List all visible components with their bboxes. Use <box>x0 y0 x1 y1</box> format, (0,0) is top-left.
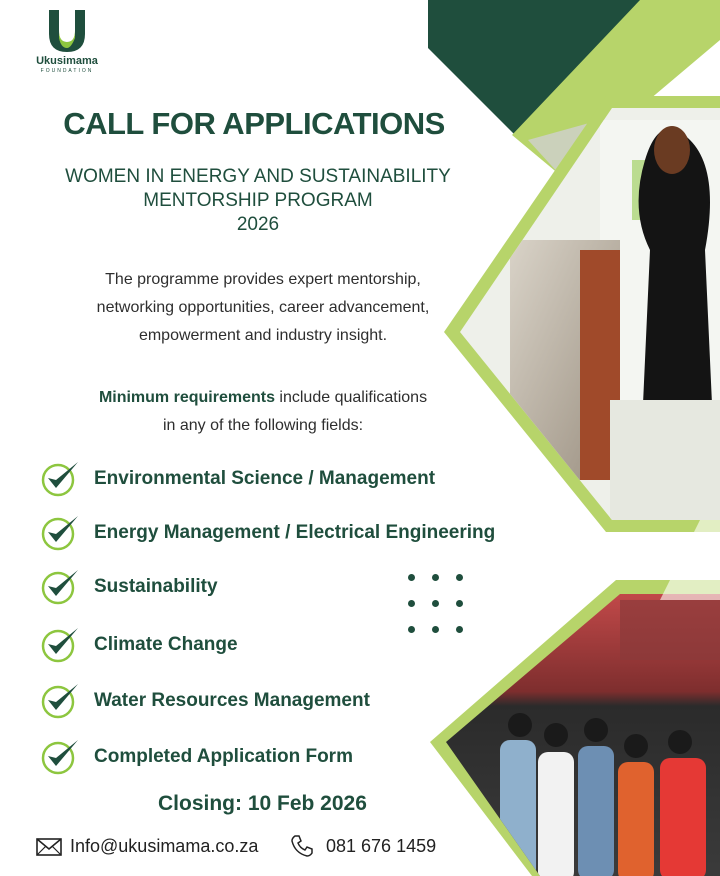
checkmark-icon <box>40 458 82 498</box>
requirements-text <box>0 384 526 440</box>
checkmark-icon <box>40 736 82 776</box>
phone-icon <box>290 834 314 858</box>
field-label: Sustainability <box>94 576 218 597</box>
checkmark-icon <box>40 566 82 606</box>
phone-contact[interactable] <box>290 836 436 857</box>
subtitle-year: 2026 <box>236 214 280 235</box>
subtitle-line-1: WOMEN IN ENERGY AND SUSTAINABILITY <box>65 166 451 187</box>
intro-line-2: networking opportunities, career advancement, <box>96 299 430 316</box>
field-label: Completed Application Form <box>94 746 353 767</box>
closing-date: Closing: 10 Feb 2026 <box>158 792 367 815</box>
ukusimama-logo <box>30 8 104 74</box>
photo-group-of-women <box>440 590 720 876</box>
intro-line-1: The programme provides expert mentorship, <box>105 271 421 288</box>
field-label: Environmental Science / Management <box>94 468 436 489</box>
logo-u-icon <box>45 8 89 54</box>
envelope-icon <box>36 837 62 857</box>
field-label: Water Resources Management <box>94 690 370 711</box>
checkmark-icon <box>40 680 82 720</box>
dot-grid-decoration <box>404 570 474 640</box>
phone-text[interactable]: 081 676 1459 <box>326 836 437 856</box>
email-contact[interactable] <box>36 836 258 857</box>
requirements-line-1-rest: include qualifications <box>274 389 428 406</box>
requirements-line-1 <box>0 384 526 412</box>
email-text[interactable]: Info@ukusimama.co.za <box>70 836 259 856</box>
checkmark-icon <box>40 512 82 552</box>
requirements-bold: Minimum requirements <box>98 389 275 406</box>
requirements-line-2: in any of the following fields: <box>162 417 364 434</box>
intro-text <box>0 266 526 350</box>
field-label: Energy Management / Electrical Engineering <box>94 522 496 543</box>
checkmark-icon <box>40 624 82 664</box>
intro-line-3: empowerment and industry insight. <box>138 327 388 344</box>
logo-subtitle: FOUNDATION <box>40 68 94 74</box>
logo-wordmark: Ukusimama <box>36 55 98 67</box>
field-label: Climate Change <box>94 634 238 655</box>
page-title: CALL FOR APPLICATIONS <box>63 106 445 141</box>
subtitle-line-2: MENTORSHIP PROGRAM <box>143 190 373 211</box>
